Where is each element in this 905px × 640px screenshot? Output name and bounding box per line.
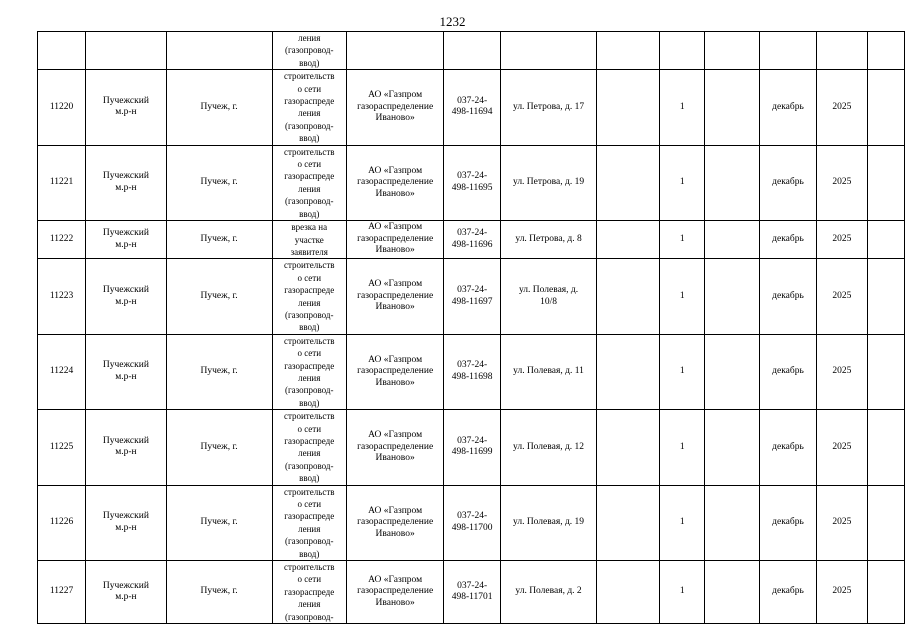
cell-month: декабрь xyxy=(759,410,816,485)
text-line: газораспределение xyxy=(357,233,434,244)
cell-address xyxy=(500,259,596,334)
text-line: м.р-н xyxy=(115,447,137,458)
cell-row-number: 11224 xyxy=(38,334,86,409)
cell-year: 2025 xyxy=(817,70,868,145)
text-line: Иваново» xyxy=(375,597,415,608)
cell-district xyxy=(86,561,166,624)
text-line: Иваново» xyxy=(375,528,415,539)
cell-organization xyxy=(346,70,443,145)
cell-year: 2025 xyxy=(817,334,868,409)
text-line: м.р-н xyxy=(115,592,137,603)
text-line: газораспреде xyxy=(284,511,335,522)
cell-year: 2025 xyxy=(817,221,868,259)
text-line: ления xyxy=(298,599,321,610)
text-line: ул. Полевая, д. 12 xyxy=(513,441,585,452)
text-line: газораспределение xyxy=(357,586,434,597)
text-line: газораспределение xyxy=(357,290,434,301)
cell-quantity: 1 xyxy=(660,334,705,409)
text-line: (газопровод- xyxy=(284,120,334,131)
text-line: Пучежский xyxy=(102,580,149,591)
cell-month: декабрь xyxy=(759,145,816,220)
text-line: газораспределение xyxy=(357,101,434,112)
cell-organization xyxy=(346,410,443,485)
text-line: м.р-н xyxy=(115,239,137,250)
table-row xyxy=(38,70,905,145)
cell-empty xyxy=(346,32,443,70)
text-line: 037-24- xyxy=(457,435,488,446)
cell-row-number: 11220 xyxy=(38,70,86,145)
text-line: ввод) xyxy=(299,208,320,219)
text-line: ления xyxy=(298,33,321,43)
cell-locality: Пучеж, г. xyxy=(166,145,272,220)
text-line: о сети xyxy=(297,83,322,94)
cell-empty xyxy=(597,334,660,409)
text-line: участке xyxy=(294,234,324,245)
table-row xyxy=(38,221,905,259)
text-line: Пучежский xyxy=(102,360,149,371)
cell-work-type xyxy=(272,410,346,485)
cell-month: декабрь xyxy=(759,259,816,334)
text-line: Пучежский xyxy=(102,95,149,106)
cell-locality: Пучеж, г. xyxy=(166,221,272,259)
cell-quantity: 1 xyxy=(660,561,705,624)
cell-month: декабрь xyxy=(759,334,816,409)
cell-work-type xyxy=(272,145,346,220)
cell-work-type-fragment xyxy=(272,32,346,70)
text-line: Иваново» xyxy=(375,453,415,464)
text-line: о сети xyxy=(297,499,322,510)
cell-empty xyxy=(867,32,904,70)
text-line: ления xyxy=(298,372,321,383)
cell-address xyxy=(500,485,596,560)
cell-quantity: 1 xyxy=(660,410,705,485)
text-line: газораспреде xyxy=(284,96,335,107)
text-line: ул. Полевая, д. 2 xyxy=(515,586,582,597)
cell-application-code xyxy=(444,334,501,409)
cell-empty xyxy=(444,32,501,70)
cell-address xyxy=(500,334,596,409)
cell-empty xyxy=(867,485,904,560)
text-line: 037-24- xyxy=(457,171,488,182)
cell-empty xyxy=(867,410,904,485)
text-line: строительств xyxy=(283,562,335,573)
text-line: Пучежский xyxy=(102,511,149,522)
cell-district xyxy=(86,485,166,560)
text-line: ул. Полевая, д. xyxy=(518,285,579,296)
page-number: 1232 xyxy=(439,14,466,29)
cell-application-code xyxy=(444,259,501,334)
cell-work-type xyxy=(272,485,346,560)
text-line: 498-11695 xyxy=(451,182,493,193)
cell-address xyxy=(500,221,596,259)
cell-organization xyxy=(346,334,443,409)
cell-empty xyxy=(867,334,904,409)
text-line: ввод) xyxy=(299,397,320,408)
text-line: ввод) xyxy=(299,133,320,144)
cell-empty xyxy=(597,485,660,560)
text-line: (газопровод- xyxy=(284,611,334,622)
cell-locality: Пучеж, г. xyxy=(166,561,272,624)
text-line: Иваново» xyxy=(375,188,415,199)
text-line: 037-24- xyxy=(457,285,488,296)
text-line: (газопровод- xyxy=(284,45,334,56)
text-line: 498-11700 xyxy=(451,522,493,533)
text-line: ул. Полевая, д. 11 xyxy=(513,366,584,377)
text-line: о сети xyxy=(297,423,322,434)
cell-empty xyxy=(500,32,596,70)
text-line: о сети xyxy=(297,159,322,170)
cell-organization xyxy=(346,561,443,624)
text-line: АО «Газпром xyxy=(368,222,423,233)
text-line: о сети xyxy=(297,574,322,585)
text-line: Иваново» xyxy=(375,302,415,313)
text-line: о сети xyxy=(297,348,322,359)
cell-empty xyxy=(705,485,760,560)
cell-empty xyxy=(867,70,904,145)
cell-empty xyxy=(759,32,816,70)
gas-connection-table xyxy=(37,31,905,624)
text-line: строительств xyxy=(283,411,335,422)
cell-empty xyxy=(38,32,86,70)
text-line: газораспреде xyxy=(284,586,335,597)
cell-empty xyxy=(597,410,660,485)
text-line: АО «Газпром xyxy=(368,279,423,290)
cell-application-code xyxy=(444,561,501,624)
text-line: 037-24- xyxy=(457,511,488,522)
cell-empty xyxy=(867,259,904,334)
text-line: врезка на xyxy=(291,222,328,233)
text-line: заявителя xyxy=(290,246,328,257)
text-line: Иваново» xyxy=(375,113,415,124)
text-line: 498-11698 xyxy=(451,371,493,382)
text-line: ления xyxy=(298,523,321,534)
text-line: газораспреде xyxy=(284,171,335,182)
cell-district xyxy=(86,334,166,409)
cell-empty xyxy=(597,145,660,220)
text-line: ввод) xyxy=(299,473,320,484)
cell-work-type xyxy=(272,70,346,145)
cell-empty xyxy=(86,32,166,70)
text-line: 498-11697 xyxy=(451,296,493,307)
text-line: АО «Газпром xyxy=(368,430,423,441)
text-line: газораспреде xyxy=(284,285,335,296)
text-line: ул. Петрова, д. 17 xyxy=(512,101,585,112)
cell-district xyxy=(86,145,166,220)
cell-locality: Пучеж, г. xyxy=(166,410,272,485)
text-line: строительств xyxy=(283,260,335,271)
cell-row-number: 11223 xyxy=(38,259,86,334)
text-line: 037-24- xyxy=(457,360,488,371)
cell-year: 2025 xyxy=(817,259,868,334)
text-line: 037-24- xyxy=(457,228,488,239)
text-line: АО «Газпром xyxy=(368,165,423,176)
cell-row-number: 11227 xyxy=(38,561,86,624)
cell-address xyxy=(500,145,596,220)
cell-application-code xyxy=(444,485,501,560)
text-line: ления xyxy=(298,183,321,194)
text-line: м.р-н xyxy=(115,107,137,118)
text-line: м.р-н xyxy=(115,522,137,533)
cell-row-number: 11222 xyxy=(38,221,86,259)
text-line: АО «Газпром xyxy=(368,90,423,101)
cell-district xyxy=(86,221,166,259)
text-line: (газопровод- xyxy=(284,460,334,471)
cell-work-type xyxy=(272,259,346,334)
text-line: газораспределение xyxy=(357,177,434,188)
cell-month: декабрь xyxy=(759,221,816,259)
text-line: ления xyxy=(298,297,321,308)
text-line: Иваново» xyxy=(375,377,415,388)
cell-district xyxy=(86,70,166,145)
cell-empty xyxy=(867,561,904,624)
text-line: Пучежский xyxy=(102,285,149,296)
cell-empty xyxy=(867,221,904,259)
cell-empty xyxy=(597,259,660,334)
text-line: 037-24- xyxy=(457,580,488,591)
cell-district xyxy=(86,410,166,485)
table-row xyxy=(38,485,905,560)
text-line: (газопровод- xyxy=(284,309,334,320)
text-line: строительств xyxy=(283,486,335,497)
cell-empty xyxy=(705,221,760,259)
text-line: газораспреде xyxy=(284,436,335,446)
cell-quantity: 1 xyxy=(660,70,705,145)
text-line: Иваново» xyxy=(375,245,415,256)
text-line: Пучежский xyxy=(102,435,149,446)
cell-empty xyxy=(705,561,760,624)
cell-month: декабрь xyxy=(759,485,816,560)
cell-row-number: 11226 xyxy=(38,485,86,560)
cell-empty xyxy=(705,259,760,334)
cell-quantity: 1 xyxy=(660,259,705,334)
cell-empty xyxy=(166,32,272,70)
table-row xyxy=(38,145,905,220)
cell-empty xyxy=(705,334,760,409)
cell-address xyxy=(500,410,596,485)
text-line: строительств xyxy=(283,71,335,82)
text-line: м.р-н xyxy=(115,296,137,307)
cell-empty xyxy=(597,561,660,624)
table-row-continued xyxy=(38,32,905,70)
cell-year: 2025 xyxy=(817,485,868,560)
table-row xyxy=(38,410,905,485)
cell-locality: Пучеж, г. xyxy=(166,70,272,145)
text-line: (газопровод- xyxy=(284,385,334,396)
cell-address xyxy=(500,561,596,624)
cell-empty xyxy=(867,145,904,220)
cell-quantity: 1 xyxy=(660,145,705,220)
text-line: ул. Петрова, д. 8 xyxy=(515,233,582,244)
cell-year: 2025 xyxy=(817,145,868,220)
table-row xyxy=(38,561,905,624)
text-line: ления xyxy=(298,448,321,459)
cell-locality: Пучеж, г. xyxy=(166,485,272,560)
text-line: 037-24- xyxy=(457,95,488,106)
cell-application-code xyxy=(444,221,501,259)
text-line: Пучежский xyxy=(102,228,149,239)
cell-empty xyxy=(705,410,760,485)
cell-address xyxy=(500,70,596,145)
text-line: АО «Газпром xyxy=(368,505,423,516)
table-row xyxy=(38,259,905,334)
cell-work-type xyxy=(272,561,346,624)
text-line: м.р-н xyxy=(115,371,137,382)
cell-empty xyxy=(705,70,760,145)
text-line: строительств xyxy=(283,146,335,157)
text-line: ул. Петрова, д. 19 xyxy=(512,177,585,188)
text-line: газораспределение xyxy=(357,366,434,377)
text-line: 10/8 xyxy=(540,296,557,307)
cell-locality: Пучеж, г. xyxy=(166,259,272,334)
text-line: 498-11696 xyxy=(451,239,493,250)
text-line: ввод) xyxy=(299,322,320,333)
text-line: ввод) xyxy=(299,548,320,559)
cell-row-number: 11221 xyxy=(38,145,86,220)
cell-work-type xyxy=(272,221,346,259)
cell-empty xyxy=(597,221,660,259)
text-line: 498-11699 xyxy=(451,447,493,458)
cell-organization xyxy=(346,145,443,220)
table-body xyxy=(38,32,905,624)
text-line: газораспреде xyxy=(284,360,335,371)
text-line: газораспределение xyxy=(357,517,434,528)
cell-organization xyxy=(346,259,443,334)
text-line: АО «Газпром xyxy=(368,574,423,585)
text-line: ввод) xyxy=(299,57,320,68)
text-line: о сети xyxy=(297,272,322,283)
text-line: 498-11694 xyxy=(451,107,493,118)
cell-application-code xyxy=(444,145,501,220)
cell-locality: Пучеж, г. xyxy=(166,334,272,409)
text-line: (газопровод- xyxy=(284,536,334,547)
text-line: строительств xyxy=(283,335,335,346)
text-line: (газопровод- xyxy=(284,196,334,207)
cell-month: декабрь xyxy=(759,70,816,145)
cell-month: декабрь xyxy=(759,561,816,624)
cell-empty xyxy=(597,70,660,145)
table-row xyxy=(38,334,905,409)
cell-quantity: 1 xyxy=(660,221,705,259)
text-line: м.р-н xyxy=(115,182,137,193)
cell-empty xyxy=(705,145,760,220)
cell-empty xyxy=(597,32,660,70)
cell-quantity: 1 xyxy=(660,485,705,560)
cell-empty xyxy=(660,32,705,70)
text-line: АО «Газпром xyxy=(368,354,423,365)
cell-work-type xyxy=(272,334,346,409)
text-line: ления xyxy=(298,108,321,119)
text-line: газораспределение xyxy=(357,441,434,452)
cell-empty xyxy=(817,32,868,70)
cell-year: 2025 xyxy=(817,410,868,485)
cell-row-number: 11225 xyxy=(38,410,86,485)
cell-district xyxy=(86,259,166,334)
cell-year: 2025 xyxy=(817,561,868,624)
cell-application-code xyxy=(444,410,501,485)
text-line: Пучежский xyxy=(102,171,149,182)
cell-organization xyxy=(346,485,443,560)
cell-application-code xyxy=(444,70,501,145)
text-line: ул. Полевая, д. 19 xyxy=(513,517,585,528)
cell-empty xyxy=(705,32,760,70)
text-line: 498-11701 xyxy=(451,592,493,603)
cell-organization xyxy=(346,221,443,259)
